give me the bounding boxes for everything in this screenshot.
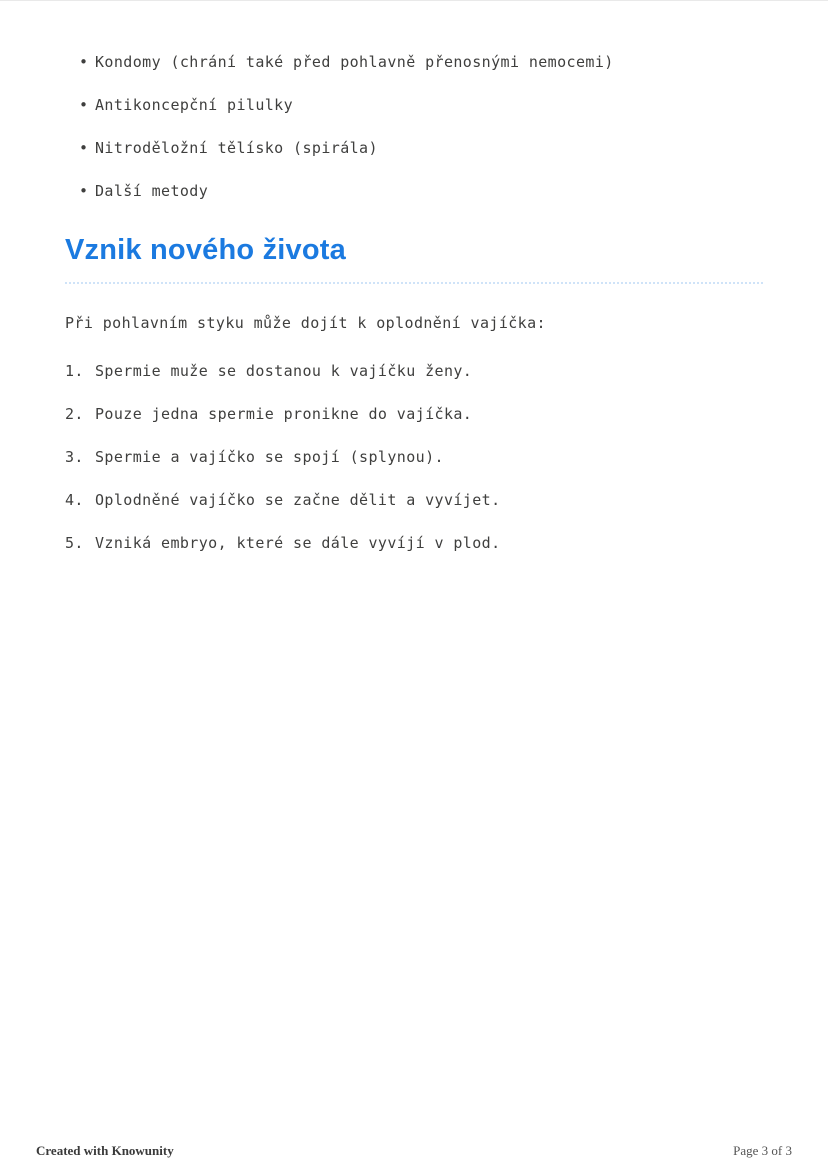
step-text: Vzniká embryo, které se dále vyvíjí v plod. xyxy=(95,534,501,552)
list-item xyxy=(65,532,763,554)
bullet-text: Antikoncepční pilulky xyxy=(95,96,294,114)
step-text: Spermie a vajíčko se spojí (splynou). xyxy=(95,448,444,466)
section-heading: Vznik nového života xyxy=(65,234,763,284)
page-footer xyxy=(0,1143,828,1159)
step-number: 4. xyxy=(65,491,84,509)
step-number: 2. xyxy=(65,405,84,423)
list-item xyxy=(65,137,763,159)
intro-paragraph: Při pohlavním styku může dojít k oplodnění vajíčka: xyxy=(65,314,546,332)
footer-branding: Created with Knowunity xyxy=(36,1143,174,1158)
step-number: 1. xyxy=(65,362,84,380)
step-number: 5. xyxy=(65,534,84,552)
list-item xyxy=(65,489,763,511)
page-number: Page 3 of 3 xyxy=(733,1143,792,1158)
list-item xyxy=(65,403,763,425)
list-item xyxy=(65,94,763,116)
list-item xyxy=(65,360,763,382)
step-text: Oplodněné vajíčko se začne dělit a vyvíjet. xyxy=(95,491,501,509)
list-item xyxy=(65,180,763,202)
contraception-bullet-list xyxy=(65,51,763,202)
step-text: Spermie muže se dostanou k vajíčku ženy. xyxy=(95,362,473,380)
bullet-icon: • xyxy=(79,96,89,114)
step-text: Pouze jedna spermie pronikne do vajíčka. xyxy=(95,405,473,423)
list-item xyxy=(65,446,763,468)
step-number: 3. xyxy=(65,448,84,466)
bullet-icon: • xyxy=(79,139,89,157)
bullet-text: Nitroděložní tělísko (spirála) xyxy=(95,139,378,157)
fertilization-steps-list xyxy=(65,360,763,554)
document-page xyxy=(0,1,828,554)
bullet-icon: • xyxy=(79,182,89,200)
bullet-text: Další metody xyxy=(95,182,209,200)
bullet-icon: • xyxy=(79,53,89,71)
list-item xyxy=(65,51,763,73)
bullet-text: Kondomy (chrání také před pohlavně přenosnými nemocemi) xyxy=(95,53,614,71)
